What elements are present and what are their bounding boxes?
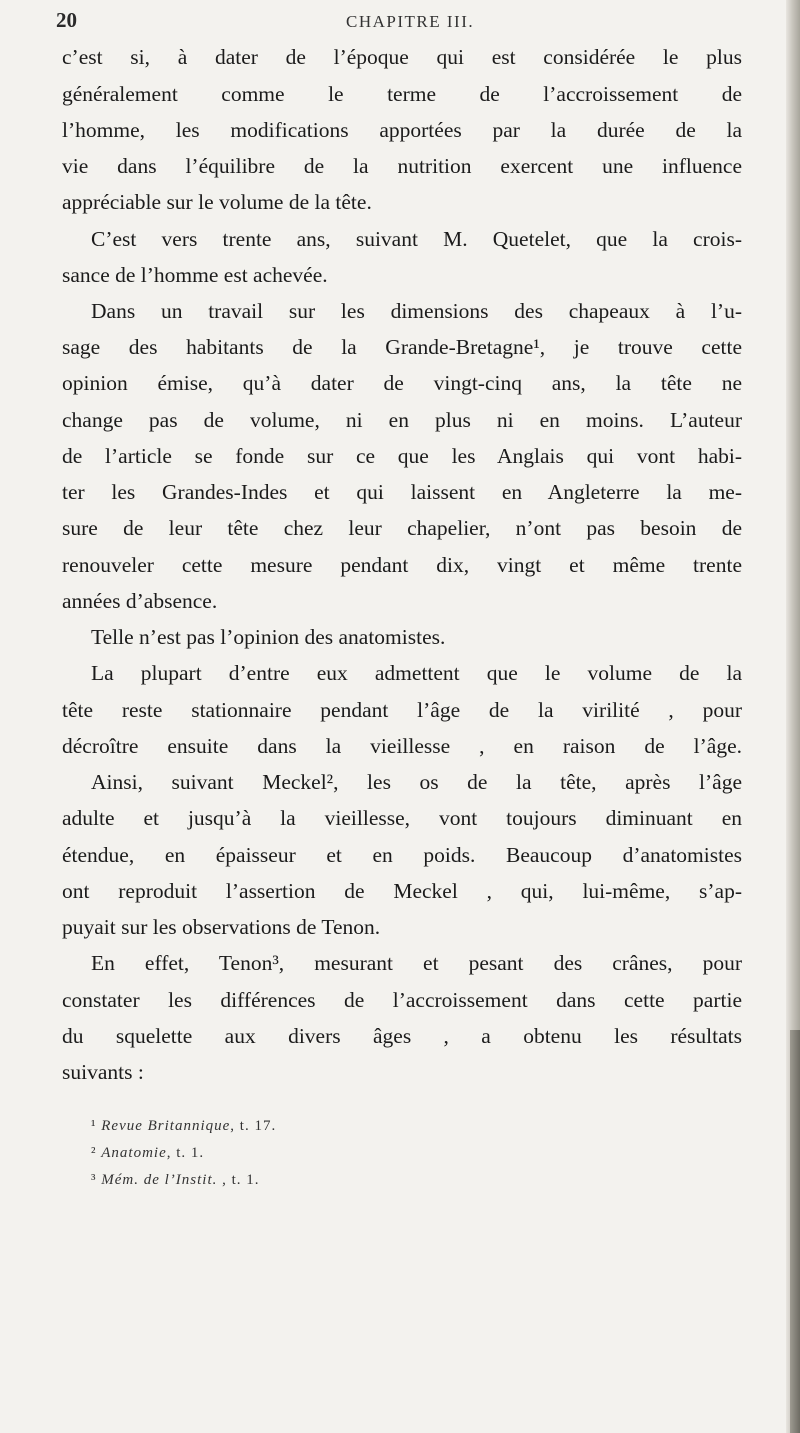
footnote-title: Anatomie — [101, 1145, 167, 1161]
text-line: suivants : — [62, 1060, 144, 1084]
text-line: Ainsi, suivant Meckel², les os de la tête, après l’âge — [91, 770, 742, 794]
text-line: années d’absence. — [62, 589, 218, 613]
text-line: sance de l’homme est achevée. — [62, 263, 328, 287]
text-line: du squelette aux divers âges , a obtenu les résultats — [62, 1024, 742, 1048]
footnote-mark: ³ — [91, 1172, 97, 1188]
text-line: généralement comme le terme de l’accroissement de — [62, 82, 742, 106]
footnote-mark: ¹ — [91, 1118, 97, 1134]
text-line: c’est si, à dater de l’époque qui est considérée le plus — [62, 45, 742, 69]
text-line: ont reproduit l’assertion de Meckel , qui, lui-même, s’ap- — [62, 879, 742, 903]
page-number: 20 — [56, 8, 77, 32]
footnote-2 — [91, 1145, 204, 1162]
text-line: change pas de volume, ni en plus ni en moins. L’auteur — [62, 408, 742, 432]
text-line: constater les différences de l’accroissement dans cette partie — [62, 988, 742, 1012]
text-line: puyait sur les observations de Tenon. — [62, 915, 381, 939]
page-edge-dark — [790, 1030, 800, 1433]
footnote-ref: , t. 17. — [230, 1118, 277, 1134]
text-line: ter les Grandes-Indes et qui laissent en Angleterre la me- — [62, 480, 742, 504]
text-line: de l’article se fonde sur ce que les Anglais qui vont habi- — [62, 444, 742, 468]
footnote-3 — [91, 1172, 260, 1189]
text-line: adulte et jusqu’à la vieillesse, vont toujours diminuant en — [62, 806, 742, 830]
footnote-mark: ² — [91, 1145, 97, 1161]
text-line: l’homme, les modifications apportées par la durée de la — [62, 118, 742, 142]
text-line: La plupart d’entre eux admettent que le volume de la — [91, 661, 742, 685]
text-line: sage des habitants de la Grande-Bretagne¹, je trouve cette — [62, 335, 742, 359]
text-line: C’est vers trente ans, suivant M. Quetelet, que la crois- — [91, 227, 742, 251]
footnote-1 — [91, 1118, 276, 1135]
footnote-title: Revue Britannique — [101, 1118, 231, 1134]
footnote-title: Mém. de l’Instit. — [101, 1172, 218, 1188]
text-line: sure de leur tête chez leur chapelier, n’ont pas besoin de — [62, 516, 742, 540]
footnote-ref: , t. 1. — [217, 1172, 260, 1188]
text-line: Telle n’est pas l’opinion des anatomistes. — [91, 625, 446, 649]
text-line: vie dans l’équilibre de la nutrition exercent une influence — [62, 154, 742, 178]
running-head: CHAPITRE III. — [346, 12, 475, 31]
text-line: décroître ensuite dans la vieillesse , en raison de l’âge. — [62, 734, 742, 758]
text-line: Dans un travail sur les dimensions des chapeaux à l’u- — [91, 299, 742, 323]
text-line: opinion émise, qu’à dater de vingt-cinq ans, la tête ne — [62, 371, 742, 395]
text-line: tête reste stationnaire pendant l’âge de la virilité , pour — [62, 698, 742, 722]
text-line: renouveler cette mesure pendant dix, vingt et même trente — [62, 553, 742, 577]
text-line: appréciable sur le volume de la tête. — [62, 190, 372, 214]
text-line: étendue, en épaisseur et en poids. Beaucoup d’anatomistes — [62, 843, 742, 867]
text-line: En effet, Tenon³, mesurant et pesant des crânes, pour — [91, 951, 742, 975]
footnote-ref: , t. 1. — [166, 1145, 205, 1161]
